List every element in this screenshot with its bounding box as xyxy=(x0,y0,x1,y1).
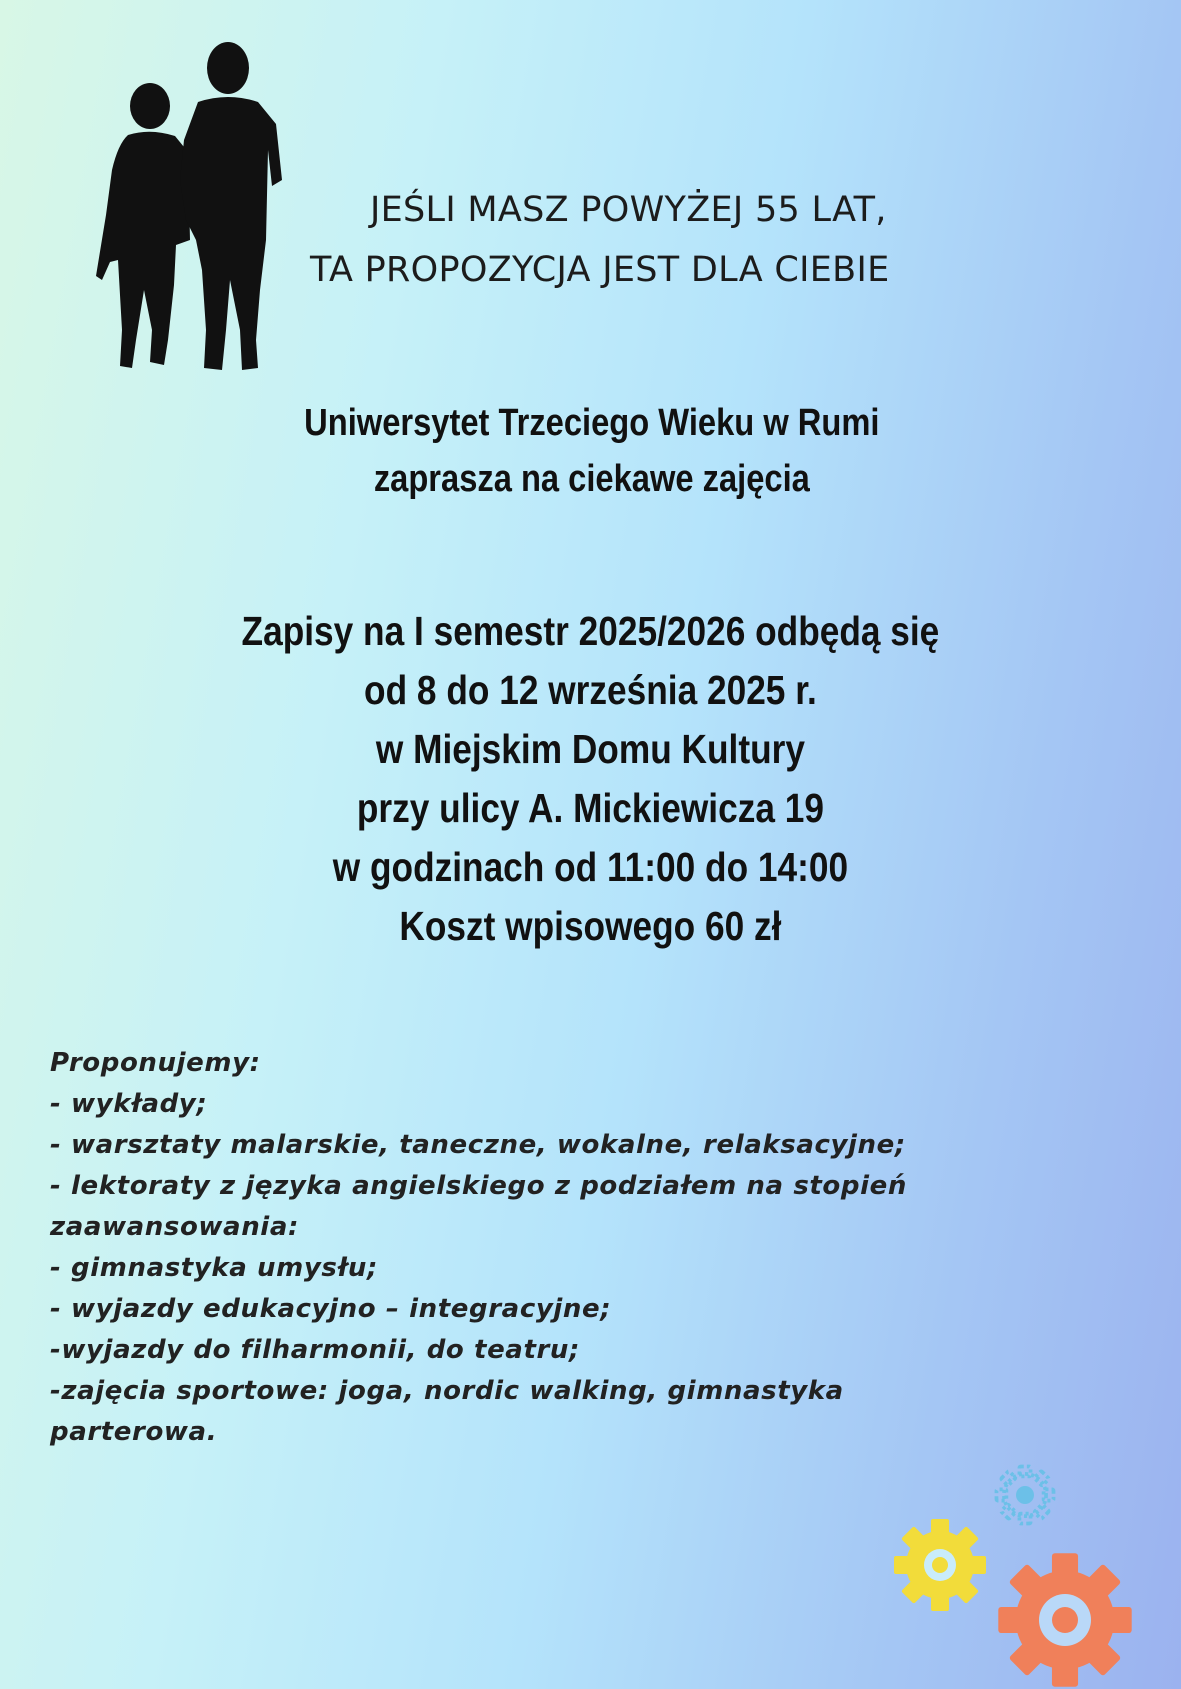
list-item: parterowa. xyxy=(50,1417,218,1447)
list-item: -wyjazdy do filharmonii, do teatru; xyxy=(50,1335,581,1365)
proposals-heading: Proponujemy: xyxy=(50,1048,261,1078)
invitation-line-1: Uniwersytet Trzeciego Wieku w Rumi xyxy=(304,402,880,444)
enrollment-fee: Koszt wpisowego 60 zł xyxy=(399,903,782,949)
enrollment-line-1: Zapisy na I semestr 2025/2026 odbędą się xyxy=(241,608,940,654)
couple-silhouette-icon xyxy=(80,40,300,370)
list-item: zaawansowania: xyxy=(50,1212,299,1242)
enrollment-address: przy ulicy A. Mickiewicza 19 xyxy=(356,785,824,831)
enrollment-venue: w Miejskim Domu Kultury xyxy=(375,726,805,772)
list-item: - warsztaty malarskie, taneczne, wokalne, relaksacyjne; xyxy=(50,1130,906,1160)
enrollment-info xyxy=(0,602,1181,956)
headline-line-1: JEŚLI MASZ POWYŻEJ 55 LAT, xyxy=(370,190,887,230)
invitation-line-2: zaprasza na ciekawe zajęcia xyxy=(373,458,810,500)
enrollment-hours: w godzinach od 11:00 do 14:00 xyxy=(332,844,849,890)
list-item: -zajęcia sportowe: joga, nordic walking, gimnastyka xyxy=(50,1376,844,1406)
enrollment-dates: od 8 do 12 września 2025 r. xyxy=(364,667,817,713)
list-item: - wykłady; xyxy=(50,1089,208,1119)
proposals-list xyxy=(50,1043,1130,1453)
list-item: - gimnastyka umysłu; xyxy=(50,1253,378,1283)
headline xyxy=(310,180,1110,300)
invitation xyxy=(0,395,1181,507)
list-item: - wyjazdy edukacyjno – integracyjne; xyxy=(50,1294,612,1324)
gears-icon xyxy=(880,1460,1180,1689)
list-item: - lektoraty z języka angielskiego z podziałem na stopień xyxy=(50,1171,907,1201)
headline-line-2: TA PROPOZYCJA JEST DLA CIEBIE xyxy=(310,250,890,290)
